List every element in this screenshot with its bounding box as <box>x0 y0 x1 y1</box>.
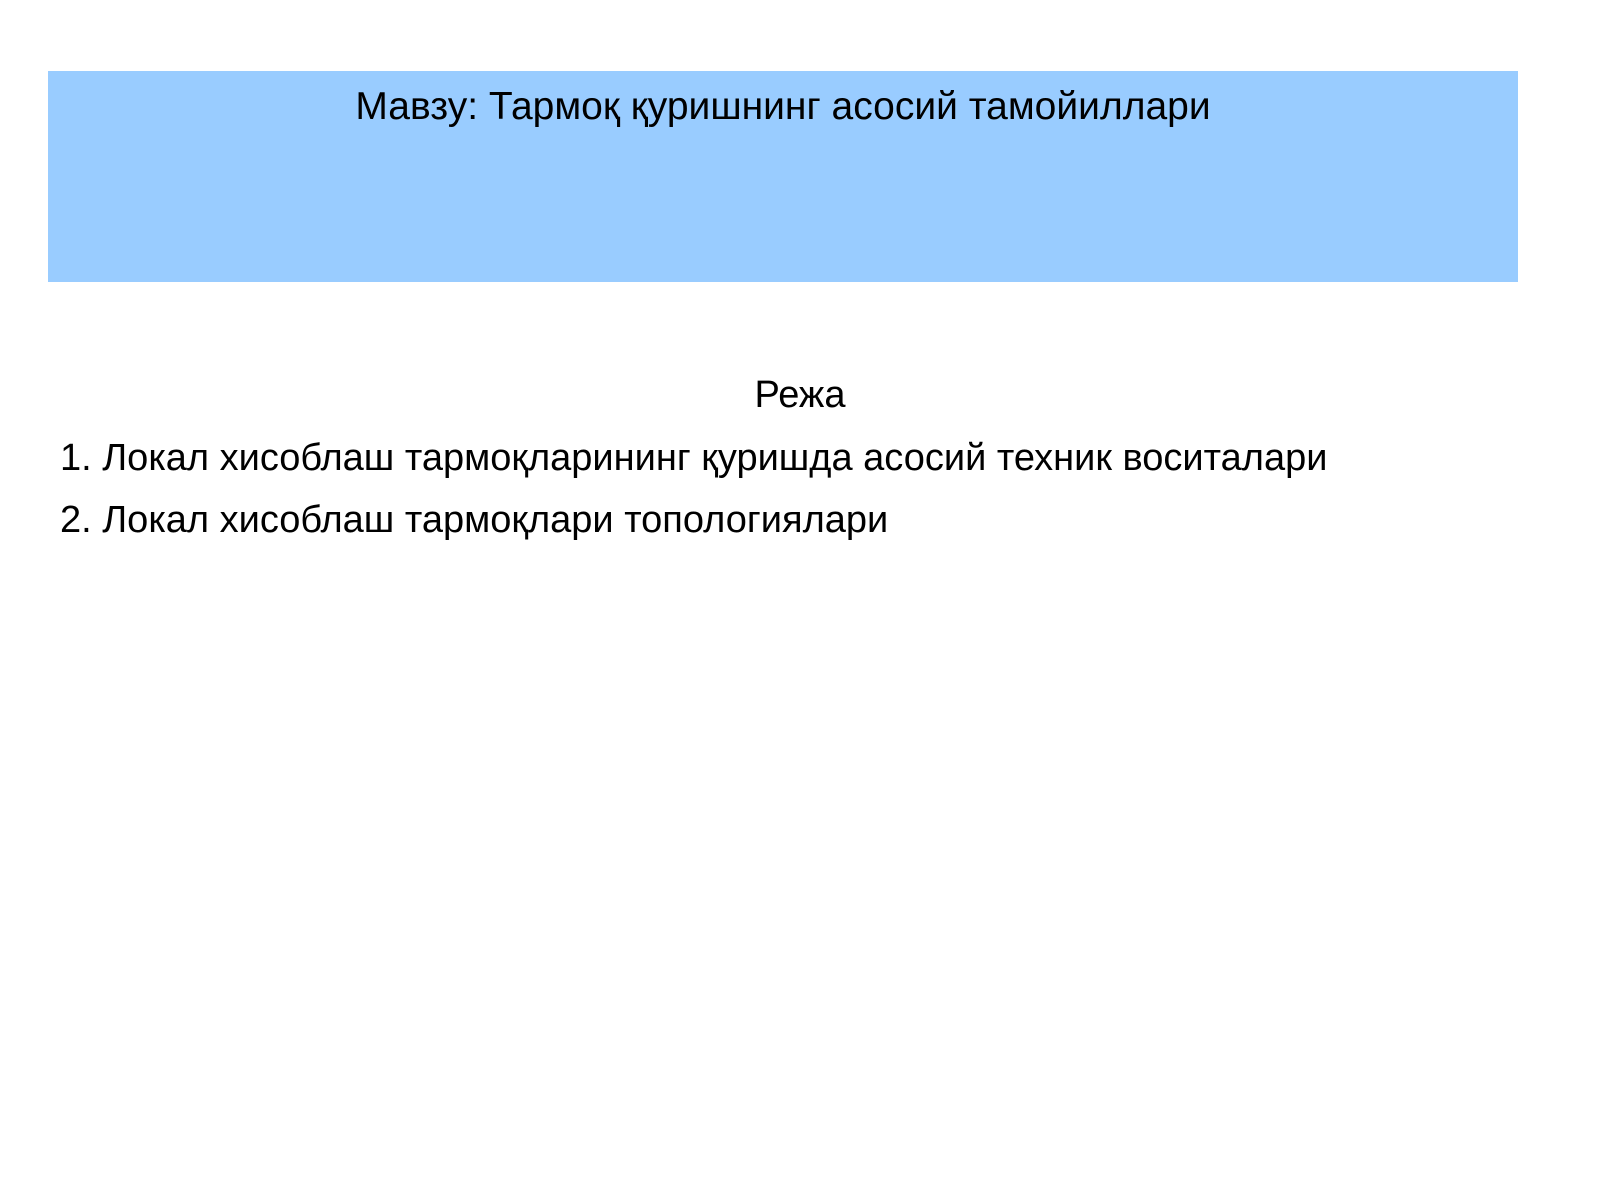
title-banner <box>48 71 1518 282</box>
plan-item: 1. Локал хисоблаш тармоқларининг қуришда асосий техник воситалари <box>60 437 1328 479</box>
plan-item: 2. Локал хисоблаш тармоқлари топологиялари <box>60 499 889 541</box>
plan-list <box>60 436 1327 560</box>
plan-heading: Режа <box>754 374 846 416</box>
slide-title: Мавзу: Тармоқ қуришнинг асосий тамойиллари <box>355 85 1211 128</box>
